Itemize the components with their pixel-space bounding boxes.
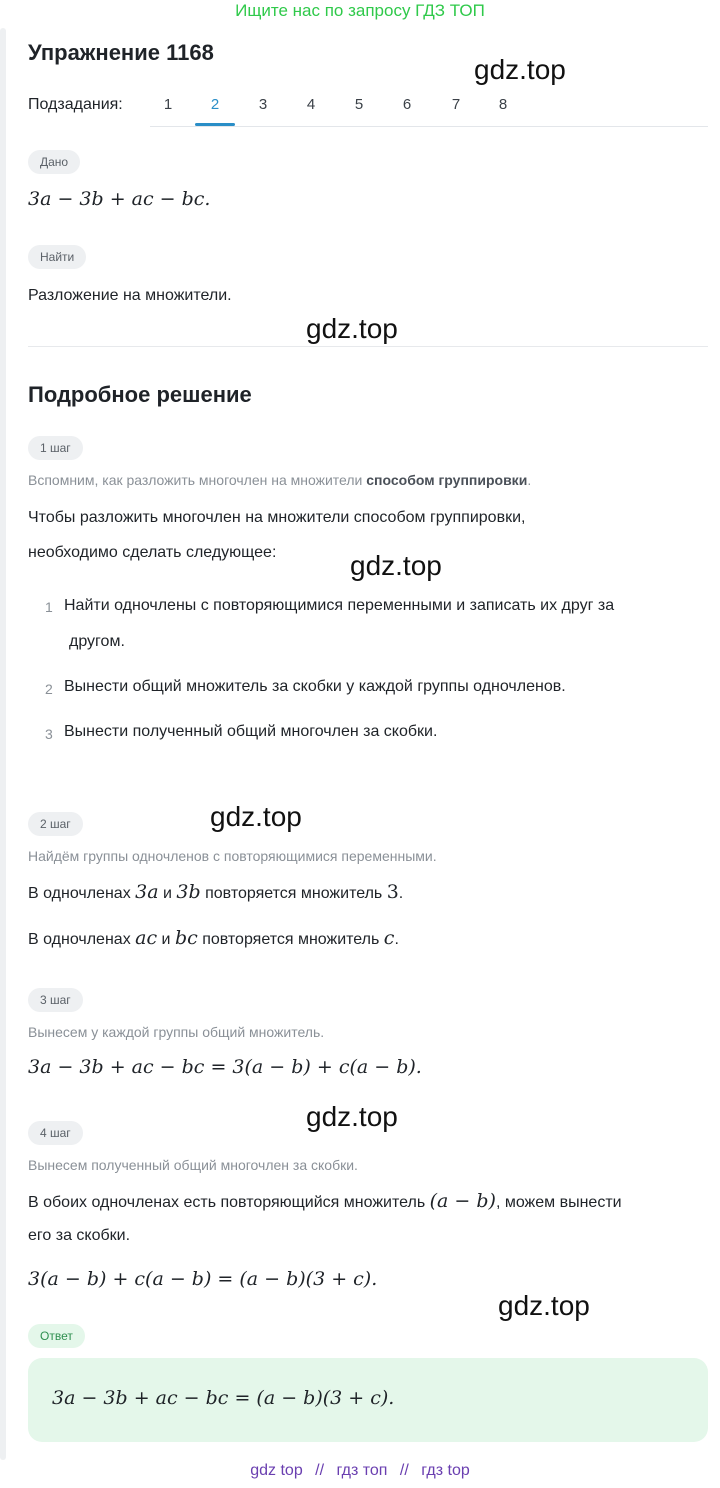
list-item-number: 3 [45,726,53,742]
step3-expression [28,1056,422,1078]
step4-expr-text: 3(a − b) + c(a − b) = (a − b)(3 + c). [28,1268,378,1290]
watermark: gdz.top [474,54,566,85]
t: В обоих одночленах есть повторяющийся множитель [28,1194,430,1211]
step4-hint: Вынесем полученный общий многочлен за скобки. [28,1157,358,1173]
footer-link-gdz-top-mixed[interactable]: гдз top [421,1462,470,1479]
list-item-number: 2 [45,681,53,697]
step1-hint [28,472,531,488]
watermark: gdz.top [306,1101,398,1132]
footer-links [0,1462,720,1480]
tab-2[interactable]: 2 [210,96,220,113]
tab-8[interactable]: 8 [498,96,508,113]
t: и [158,885,177,902]
step2-line1 [28,881,403,903]
m: 3 [386,881,399,903]
list-item-number: 1 [45,599,53,615]
t: . [394,931,399,948]
tab-4[interactable]: 4 [306,96,316,113]
watermark: gdz.top [210,801,302,832]
answer-chip: Ответ [28,1324,85,1348]
given-expression [28,188,210,210]
step2-hint: Найдём группы одночленов с повторяющимися переменными. [28,848,437,864]
t: В одночленах [28,931,136,948]
m: 3a [135,881,159,903]
m: 3b [176,881,201,903]
t: и [157,931,175,948]
left-rule [0,28,6,1460]
step1-hint-prefix: Вспомним, как разложить многочлен на множители [28,472,367,488]
step4-chip: 4 шаг [28,1121,83,1145]
list-item-text-cont: другом. [69,633,125,650]
active-tab-indicator [195,123,235,126]
exercise-title: Упражнение 1168 [28,40,214,65]
step1-line1: Чтобы разложить многочлен на множители способом группировки, [28,509,526,526]
list-item-text: Вынести полученный общий многочлен за скобки. [64,723,438,740]
list-item-text: Найти одночлены с повторяющимися переменными и записать их друг за [64,597,615,614]
step1-hint-suffix: . [527,472,532,488]
solution-title: Подробное решение [28,382,252,407]
watermark: gdz.top [350,550,442,581]
step1-line2: необходимо сделать следующее: [28,544,277,561]
given-chip: Дано [28,150,80,174]
find-chip: Найти [28,245,86,269]
step4-expression [28,1268,377,1290]
tab-7[interactable]: 7 [451,96,461,113]
m: ac [135,927,158,949]
find-text: Разложение на множители. [28,287,232,304]
footer-link-gdz-top-ru[interactable]: гдз топ [336,1462,388,1479]
t: . [398,885,404,902]
subtask-tabs [150,88,708,127]
t: повторяется множитель [197,931,384,948]
t: В одночленах [28,885,136,902]
watermark: gdz.top [498,1290,590,1321]
footer-link-gdz-top[interactable]: gdz top [250,1462,303,1479]
tab-3[interactable]: 3 [258,96,268,113]
step1-hint-bold: способом группировки [366,472,528,488]
m: c [383,927,395,949]
step2-line2 [28,927,399,949]
subtasks-label: Подзадания: [28,96,123,113]
step3-expr-text: 3a − 3b + ac − bc = 3(a − b) + c(a − b). [28,1056,422,1078]
answer-expr-text: 3a − 3b + ac − bc = (a − b)(3 + c). [52,1387,395,1409]
step4-line2: его за скобки. [28,1227,131,1244]
t: повторяется множитель [200,885,387,902]
list-item-text: Вынести общий множитель за скобки у каждой группы одночленов. [64,678,566,695]
tab-5[interactable]: 5 [354,96,364,113]
section-divider [28,346,708,347]
m: bc [174,927,198,949]
search-banner: Ищите нас по запросу ГДЗ ТОП [235,1,485,20]
m: (a − b) [429,1190,496,1212]
watermark: gdz.top [306,313,398,344]
t: , можем вынести [495,1194,622,1211]
footer-separator: // [315,1462,325,1479]
step3-hint: Вынесем у каждой группы общий множитель. [28,1024,325,1040]
footer-separator: // [399,1462,409,1479]
answer-expression [52,1387,394,1409]
step1-chip: 1 шаг [28,436,83,460]
given-expr-text: 3a − 3b + ac − bc. [28,188,211,210]
step2-chip: 2 шаг [28,812,83,836]
tab-6[interactable]: 6 [402,96,412,113]
step4-line1 [28,1190,622,1212]
step3-chip: 3 шаг [28,988,83,1012]
tab-1[interactable]: 1 [163,96,173,113]
